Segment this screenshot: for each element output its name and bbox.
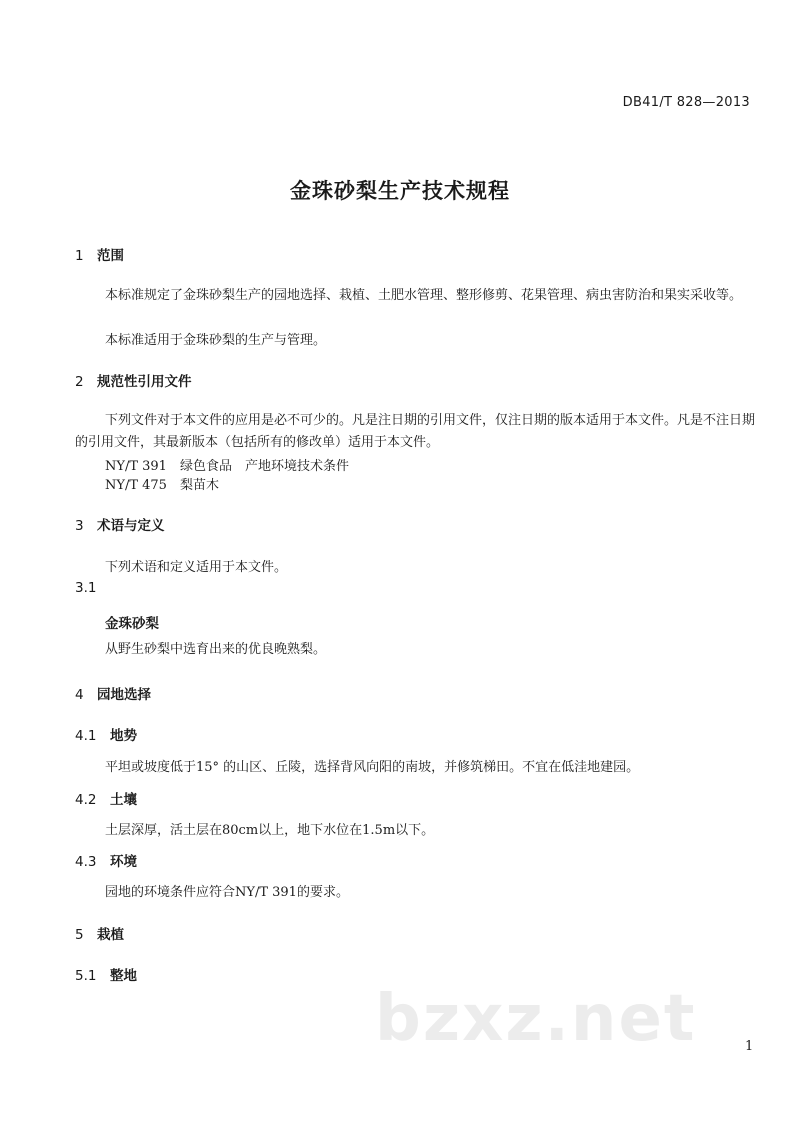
reference-item [105, 474, 219, 493]
standard-code: DB41/T 828—2013 [622, 95, 750, 110]
section-2-heading [75, 370, 192, 390]
section-4-2-text: 土层深厚，活土层在80cm以上，地下水位在1.5m以下。 [105, 823, 435, 838]
reference-title: 绿色食品 产地环境技术条件 [180, 459, 350, 474]
section-4-title: 园地选择 [97, 687, 151, 703]
section-4-3-title: 环境 [110, 854, 137, 870]
section-2-title: 规范性引用文件 [97, 374, 192, 390]
section-3-heading [75, 514, 165, 534]
section-1-number: 1 [75, 248, 84, 264]
section-4-2-heading [75, 788, 137, 808]
section-4-1-title: 地势 [110, 728, 137, 744]
section-4-3-heading [75, 850, 137, 870]
section-4-2-title: 土壤 [110, 792, 137, 808]
reference-title: 梨苗木 [180, 478, 220, 493]
section-4-heading [75, 683, 151, 703]
section-4-1-text: 平坦或坡度低于15° 的山区、丘陵，选择背风向阳的南坡，并修筑梯田。不宜在低洼地建园。 [105, 760, 640, 775]
section-4-2-number: 4.2 [75, 792, 97, 808]
reference-code: NY/T 475 [105, 478, 167, 493]
section-3-title: 术语与定义 [97, 518, 165, 534]
section-5-heading [75, 923, 124, 943]
section-5-1-title: 整地 [110, 968, 137, 984]
section-4-number: 4 [75, 687, 84, 703]
section-5-title: 栽植 [97, 927, 124, 943]
reference-code: NY/T 391 [105, 459, 167, 474]
watermark: bzxz.net [375, 982, 697, 1056]
term-name: 金珠砂梨 [105, 616, 159, 632]
section-4-3-text: 园地的环境条件应符合NY/T 391的要求。 [105, 885, 349, 900]
section-3-intro: 下列术语和定义适用于本文件。 [105, 560, 288, 575]
section-3-number: 3 [75, 518, 84, 534]
section-1-heading [75, 244, 124, 264]
section-4-1-heading [75, 724, 137, 744]
section-2-number: 2 [75, 374, 84, 390]
term-number: 3.1 [75, 580, 97, 596]
section-4-3-number: 4.3 [75, 854, 97, 870]
section-5-number: 5 [75, 927, 84, 943]
section-1-paragraph-1: 本标准规定了金珠砂梨生产的园地选择、栽植、土肥水管理、整形修剪、花果管理、病虫害防治和果实采收等。 [105, 288, 743, 303]
section-5-1-number: 5.1 [75, 968, 97, 984]
document-title: 金珠砂梨生产技术规程 [290, 179, 510, 203]
section-2-intro: 下列文件对于本文件的应用是必不可少的。凡是注日期的引用文件，仅注日期的版本适用于本文件。凡是不注日期的引用文件，其最新版本（包括所有的修改单）适用于本文件。 [75, 413, 756, 450]
section-5-1-heading [75, 964, 137, 984]
term-definition: 从野生砂梨中选育出来的优良晚熟梨。 [105, 642, 327, 657]
reference-item [105, 455, 349, 474]
page-number: 1 [745, 1039, 754, 1054]
section-4-1-number: 4.1 [75, 728, 97, 744]
section-1-paragraph-2: 本标准适用于金珠砂梨的生产与管理。 [105, 333, 327, 348]
section-1-title: 范围 [97, 248, 124, 264]
